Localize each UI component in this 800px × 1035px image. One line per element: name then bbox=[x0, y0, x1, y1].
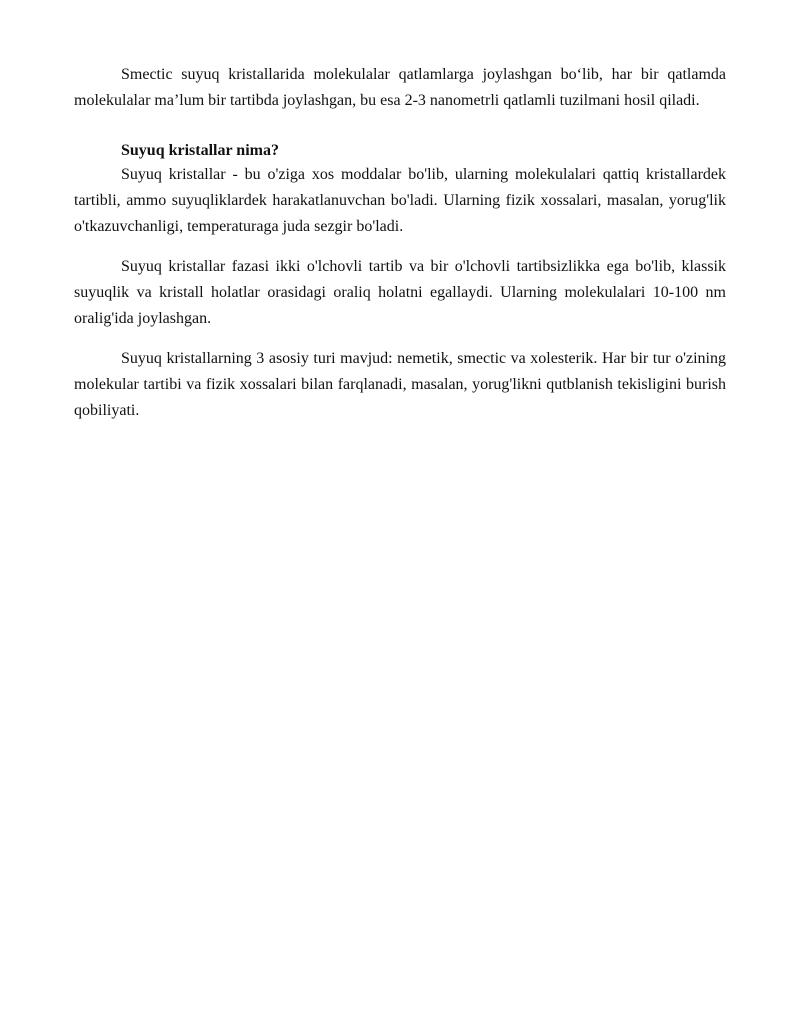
paragraph-smectic: Smectic suyuq kristallarida molekulalar qatlamlarga joylashgan bo‘lib, har bir qatlamda molekulalar ma’lum bir tartibda joylashgan, bu esa 2-3 nanometrli qatlamli tuzilmani hosil qiladi. bbox=[74, 66, 726, 109]
paragraph-phase: Suyuq kristallar fazasi ikki o'lchovli tartib va bir o'lchovli tartibsizlikka ega bo'lib, klassik suyuqlik va kristall holatlar orasidagi oraliq holatni egallaydi. Ularning molekulalari 10-100 nm oralig'ida joylashgan. bbox=[74, 258, 726, 327]
paragraph-definition: Suyuq kristallar - bu o'ziga xos moddalar bo'lib, ularning molekulalari qattiq kristallardek tartibli, ammo suyuqliklardek harakatlanuvchan bo'ladi. Ularning fizik xossalari, masalan, yorug'lik o'tkazuvchanligi, temperaturaga juda sezgir bo'ladi. bbox=[74, 166, 726, 235]
section-heading: Suyuq kristallar nima? bbox=[121, 142, 279, 159]
paragraph-types: Suyuq kristallarning 3 asosiy turi mavjud: nemetik, smectic va xolesterik. Har bir tur o'zining molekular tartibi va fizik xossalari bilan farqlanadi, masalan, yorug'likni qutblanish tekisligini burish qobiliyati. bbox=[74, 350, 726, 419]
document-page bbox=[74, 62, 726, 424]
